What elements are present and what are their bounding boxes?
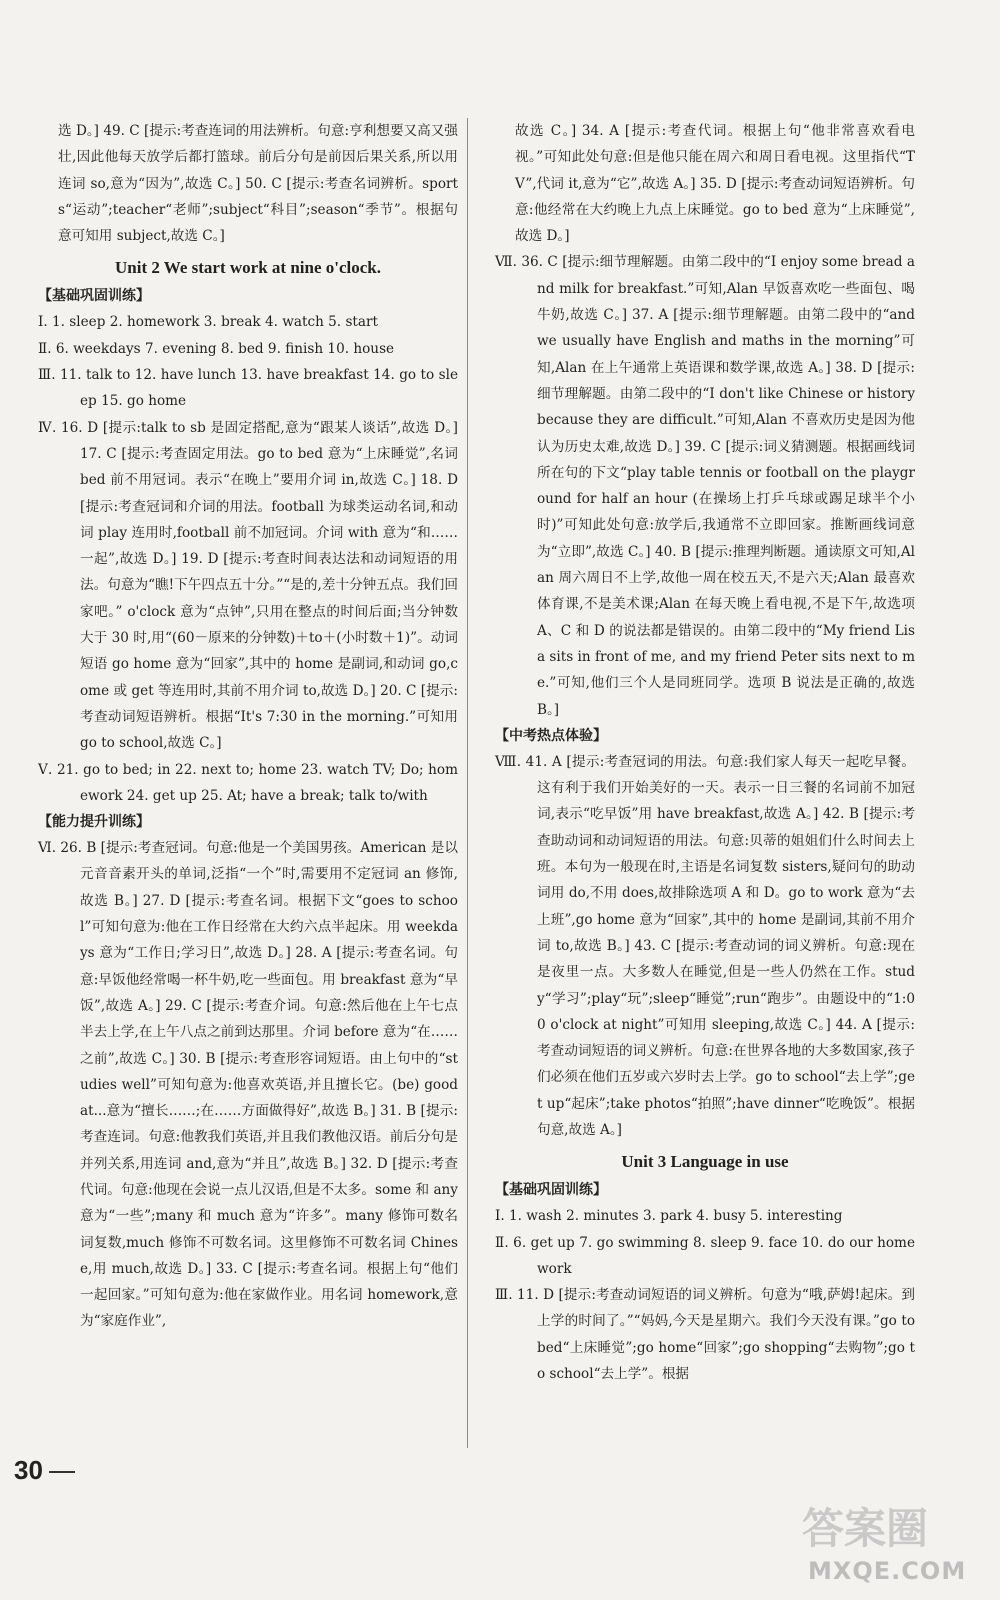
answer-paragraph: Ⅲ. 11. D [提示:考查动词短语的词义辨析。句意为“哦,萨姆!起床。到上学的时间了。”“妈妈,今天是星期六。我们今天没有课。”go to bed“上床睡觉”;go home“回家”;go shopping“去购物”;go to school“去上学”。根据: [495, 1287, 915, 1383]
answer-paragraph: Ⅵ. 26. B [提示:考查冠词。句意:他是一个美国男孩。American 是以元音音素开头的单词,泛指“一个”时,需要用不定冠词 an 修饰,故选 B。] 27. D [提示:考查名词。根据下文“goes to school”可知句意为:他在工作日经常在大约六点半起床。用 weekdays 意为“工作日;学习日”,故选 D。] 28. A [提示:考查名词。句意:早饭他经常喝一杯牛奶,吃一些面包。用 breakfast 意为“早饭”,故选 A。] 29. C [提示:考查介词。句意:然后他在上午七点半去上学,在上午八点之前到达那里。介词 before 意为“在……之前”,故选 C。] 30. B [提示:考查形容词短语。由上句中的“studies well”可知句意为:他喜欢英语,并且擅长它。(be) good at...意为“擅长……;在……方面做得好”,故选 B。] 31. B [提示:考查连词。句意:他教我们英语,并且我们教他汉语。前后分句是并列关系,用连词 and,意为“并且”,故选 B。] 32. D [提示:考查代词。句意:他现在会说一点儿汉语,但是不太多。some 和 any 意为“一些”;many 和 much 意为“许多”。many 修饰可数名词复数,much 修饰不可数名词。这里修饰不可数名词 Chinese,用 much,故选 D。] 33. C [提示:考查名词。根据上句“他们一起回家。”可知句意为:他在家做作业。用名词 homework,意为“家庭作业”,: [38, 840, 458, 1330]
section-heading: 【基础巩固训练】: [38, 288, 150, 305]
answer-paragraph: Ⅰ. 1. sleep 2. homework 3. break 4. watch 5. start: [38, 314, 378, 331]
watermark-bottom-text: MXQE.COM: [808, 1557, 967, 1585]
left-column: [38, 118, 458, 1335]
answer-paragraph: Ⅰ. 1. wash 2. minutes 3. park 4. busy 5. interesting: [495, 1208, 843, 1225]
answer-paragraph: Ⅴ. 21. go to bed; in 22. next to; home 23. watch TV; Do; homework 24. get up 25. At; have a break; talk to/with: [38, 761, 458, 804]
watermark-graphic: [794, 1495, 984, 1590]
answer-paragraph: 故选 C。] 34. A [提示:考查代词。根据上句“他非常喜欢看电视。”可知此处句意:但是他只能在周六和周日看电视。这里指代“TV”,代词 it,意为“它”,故选 A。] 35. D [提示:考查动词短语辨析。句意:他经常在大约晚上九点上床睡觉。go to bed 意为“上床睡觉”,故选 D。]: [515, 123, 915, 245]
section-heading: 【中考热点体验】: [495, 727, 607, 744]
unit-title: Unit 3 Language in use: [621, 1152, 789, 1172]
answer-paragraph: 选 D。] 49. C [提示:考查连词的用法辨析。句意:亨利想要又高又强壮,因此他每天放学后都打篮球。前后分句是前因后果关系,所以用连词 so,意为“因为”,故选 C。] 50. C [提示:考查名词辨析。sports“运动”;teacher“老师”;subject“科目”;season“季节”。根据句意可知用 subject,故选 C。]: [58, 123, 458, 245]
section-heading: 【能力提升训练】: [38, 814, 150, 831]
right-column: [495, 118, 915, 1387]
watermark-logo: [794, 1495, 984, 1590]
section-heading: 【基础巩固训练】: [495, 1182, 607, 1199]
page-number: 30: [14, 1455, 75, 1486]
answer-paragraph: Ⅶ. 36. C [提示:细节理解题。由第二段中的“I enjoy some bread and milk for breakfast.”可知,Alan 早饭喜欢吃一些面包、喝牛奶,故选 C。] 37. A [提示:细节理解题。由第二段中的“and we usually have English and maths in the morning”可知,Alan 在上午通常上英语课和数学课,故选 A。] 38. D [提示:细节理解题。由第二段中的“I don't like Chinese or history because they are difficult.”可知,Alan 不喜欢历史是因为他认为历史太难,故选 D。] 39. C [提示:词义猜测题。根据画线词所在句的下文“play table tennis or football on the playground for half an hour (在操场上打乒乓球或踢足球半个小时)”可知此处句意:放学后,我通常不立即回家。推断画线词意为“立即”,故选 C。] 40. B [提示:推理判断题。通读原文可知,Alan 周六周日不上学,故他一周在校五天,不是六天;Alan 最喜欢体育课,不是美术课;Alan 在每天晚上看电视,不是下午,故选项 A、C 和 D 的说法都是错误的。由第二段中的“My friend Lisa sits in front of me, and my friend Peter sits next to me.”可知,他们三个人是同班同学。选项 B 说法是正确的,故选 B。]: [495, 254, 915, 718]
answer-paragraph: Ⅷ. 41. A [提示:考查冠词的用法。句意:我们家人每天一起吃早餐。这有利于我们开始美好的一天。表示一日三餐的名词前不加冠词,表示“吃早饭”用 have breakfast,故选 A。] 42. B [提示:考查助动词和动词短语的用法。句意:贝蒂的姐姐们什么时间去上班。本句为一般现在时,主语是名词复数 sisters,疑问句的助动词用 do,不用 does,故排除选项 A 和 D。go to work 意为“去上班”,go home 意为“回家”,其中的 home 是副词,其前不用介词 to,故选 B。] 43. C [提示:考查动词的词义辨析。句意:现在是夜里一点。大多数人在睡觉,但是一些人仍然在工作。study“学习”;play“玩”;sleep“睡觉”;run“跑步”。由题设中的“1:00 o'clock at night”可知用 sleeping,故选 C。] 44. A [提示:考查动词短语的词义辨析。句意:在世界各地的大多数国家,孩子们必须在他们五岁或六岁时去上学。go to school“去上学”;get up“起床”;take photos“拍照”;have dinner“吃晚饭”。根据句意,故选 A。]: [495, 753, 915, 1138]
answer-paragraph: Ⅱ. 6. weekdays 7. evening 8. bed 9. finish 10. house: [38, 340, 395, 357]
unit-title: Unit 2 We start work at nine o'clock.: [114, 258, 381, 278]
column-divider: [467, 118, 468, 1448]
answer-paragraph: Ⅳ. 16. D [提示:talk to sb 是固定搭配,意为“跟某人谈话”,故选 D。] 17. C [提示:考查固定用法。go to bed 意为“上床睡觉”,名词 bed 前不用冠词。表示“在晚上”要用介词 in,故选 C。] 18. D [提示:考查冠词和介词的用法。football 为球类运动名词,和动词 play 连用时,football 前不加冠词。介词 with 意为“和……一起”,故选 D。] 19. D [提示:考查时间表达法和动词短语的用法。句意为“瞧!下午四点五十分。”“是的,差十分钟五点。我们回家吧。” o'clock 意为“点钟”,只用在整点的时间后面;当分钟数大于 30 时,用“(60－原来的分钟数)＋to＋(小时数＋1)”。动词短语 go home 意为“回家”,其中的 home 是副词,和动词 go,come 或 get 等连用时,其前不用介词 to,故选 D。] 20. C [提示:考查动词短语辨析。根据“It's 7:30 in the morning.”可知用 go to school,故选 C。]: [38, 419, 458, 752]
answer-paragraph: Ⅱ. 6. get up 7. go swimming 8. sleep 9. face 10. do our homework: [495, 1234, 915, 1277]
watermark-top-text: 答案圈: [802, 1504, 929, 1553]
answer-paragraph: Ⅲ. 11. talk to 12. have lunch 13. have breakfast 14. go to sleep 15. go home: [38, 367, 458, 410]
